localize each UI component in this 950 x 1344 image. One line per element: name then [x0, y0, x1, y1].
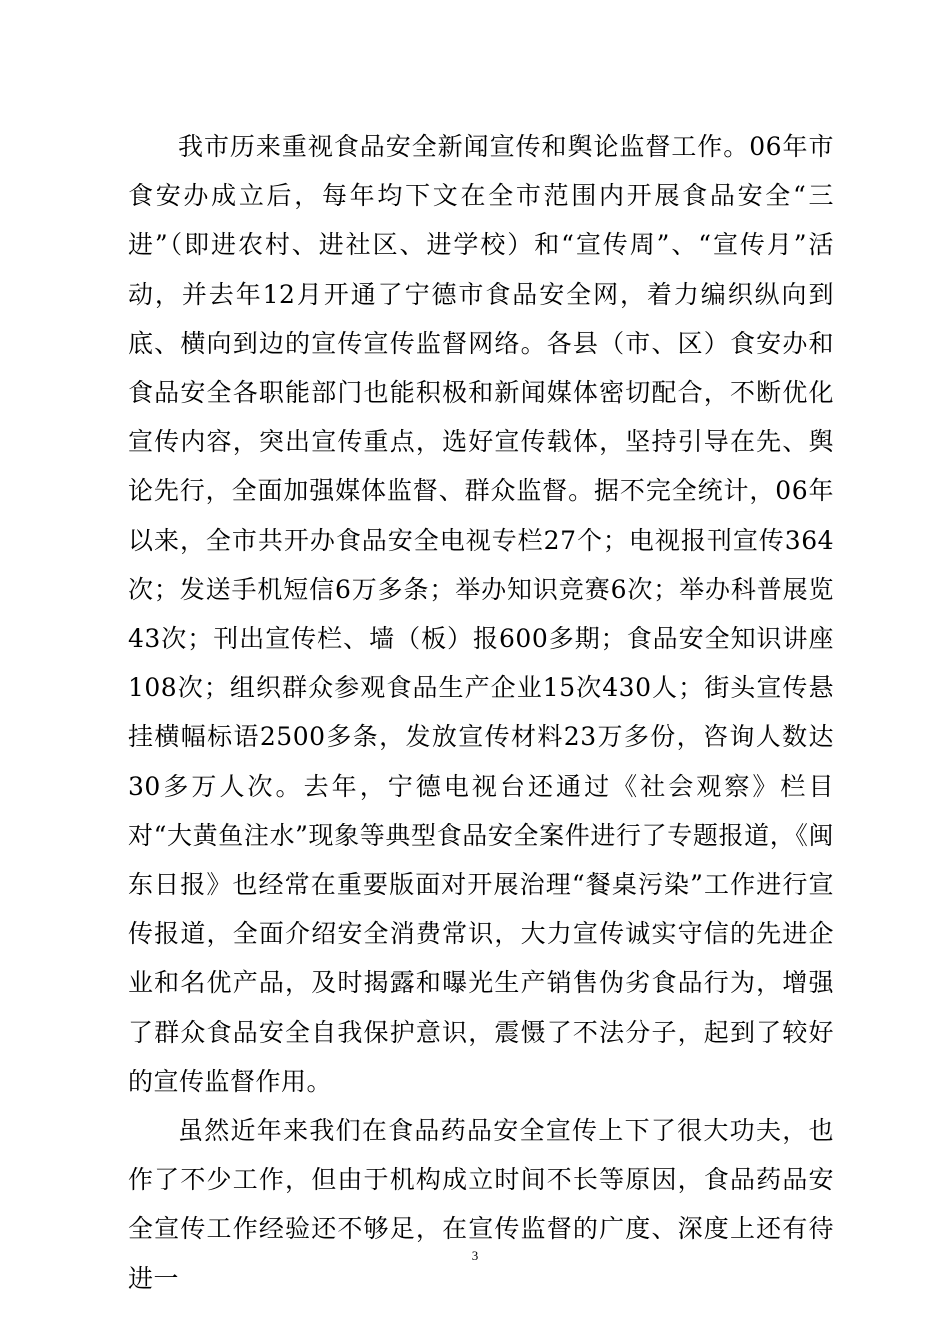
document-body — [128, 122, 834, 1303]
paragraph-1: 我市历来重视食品安全新闻宣传和舆论监督工作。06年市食安办成立后，每年均下文在全市范围内开展食品安全“三进”（即进农村、进社区、进学校）和“宣传周”、“宣传月”活动，并去年12月开通了宁德市食品安全网，着力编织纵向到底、横向到边的宣传宣传监督网络。各县（市、区）食安办和食品安全各职能部门也能积极和新闻媒体密切配合，不断优化宣传内容，突出宣传重点，选好宣传载体，坚持引导在先、舆论先行，全面加强媒体监督、群众监督。据不完全统计，06年以来，全市共开办食品安全电视专栏27个；电视报刊宣传364次；发送手机短信6万多条；举办知识竞赛6次；举办科普展览43次；刊出宣传栏、墙（板）报600多期；食品安全知识讲座108次；组织群众参观食品生产企业15次430人；街头宣传悬挂横幅标语2500多条，发放宣传材料23万多份，咨询人数达30多万人次。去年，宁德电视台还通过《社会观察》栏目对“大黄鱼注水”现象等典型食品安全案件进行了专题报道，《闽东日报》也经常在重要版面对开展治理“餐桌污染”工作进行宣传报道，全面介绍安全消费常识，大力宣传诚实守信的先进企业和名优产品，及时揭露和曝光生产销售伪劣食品行为，增强了群众食品安全自我保护意识，震慑了不法分子，起到了较好的宣传监督作用。 — [128, 132, 834, 1096]
page-number: 3 — [471, 1248, 479, 1263]
paragraph-2: 虽然近年来我们在食品药品安全宣传上下了很大功夫，也作了不少工作，但由于机构成立时间不长等原因，食品药品安全宣传工作经验还不够足，在宣传监督的广度、深度上还有待进一 — [128, 1116, 834, 1293]
